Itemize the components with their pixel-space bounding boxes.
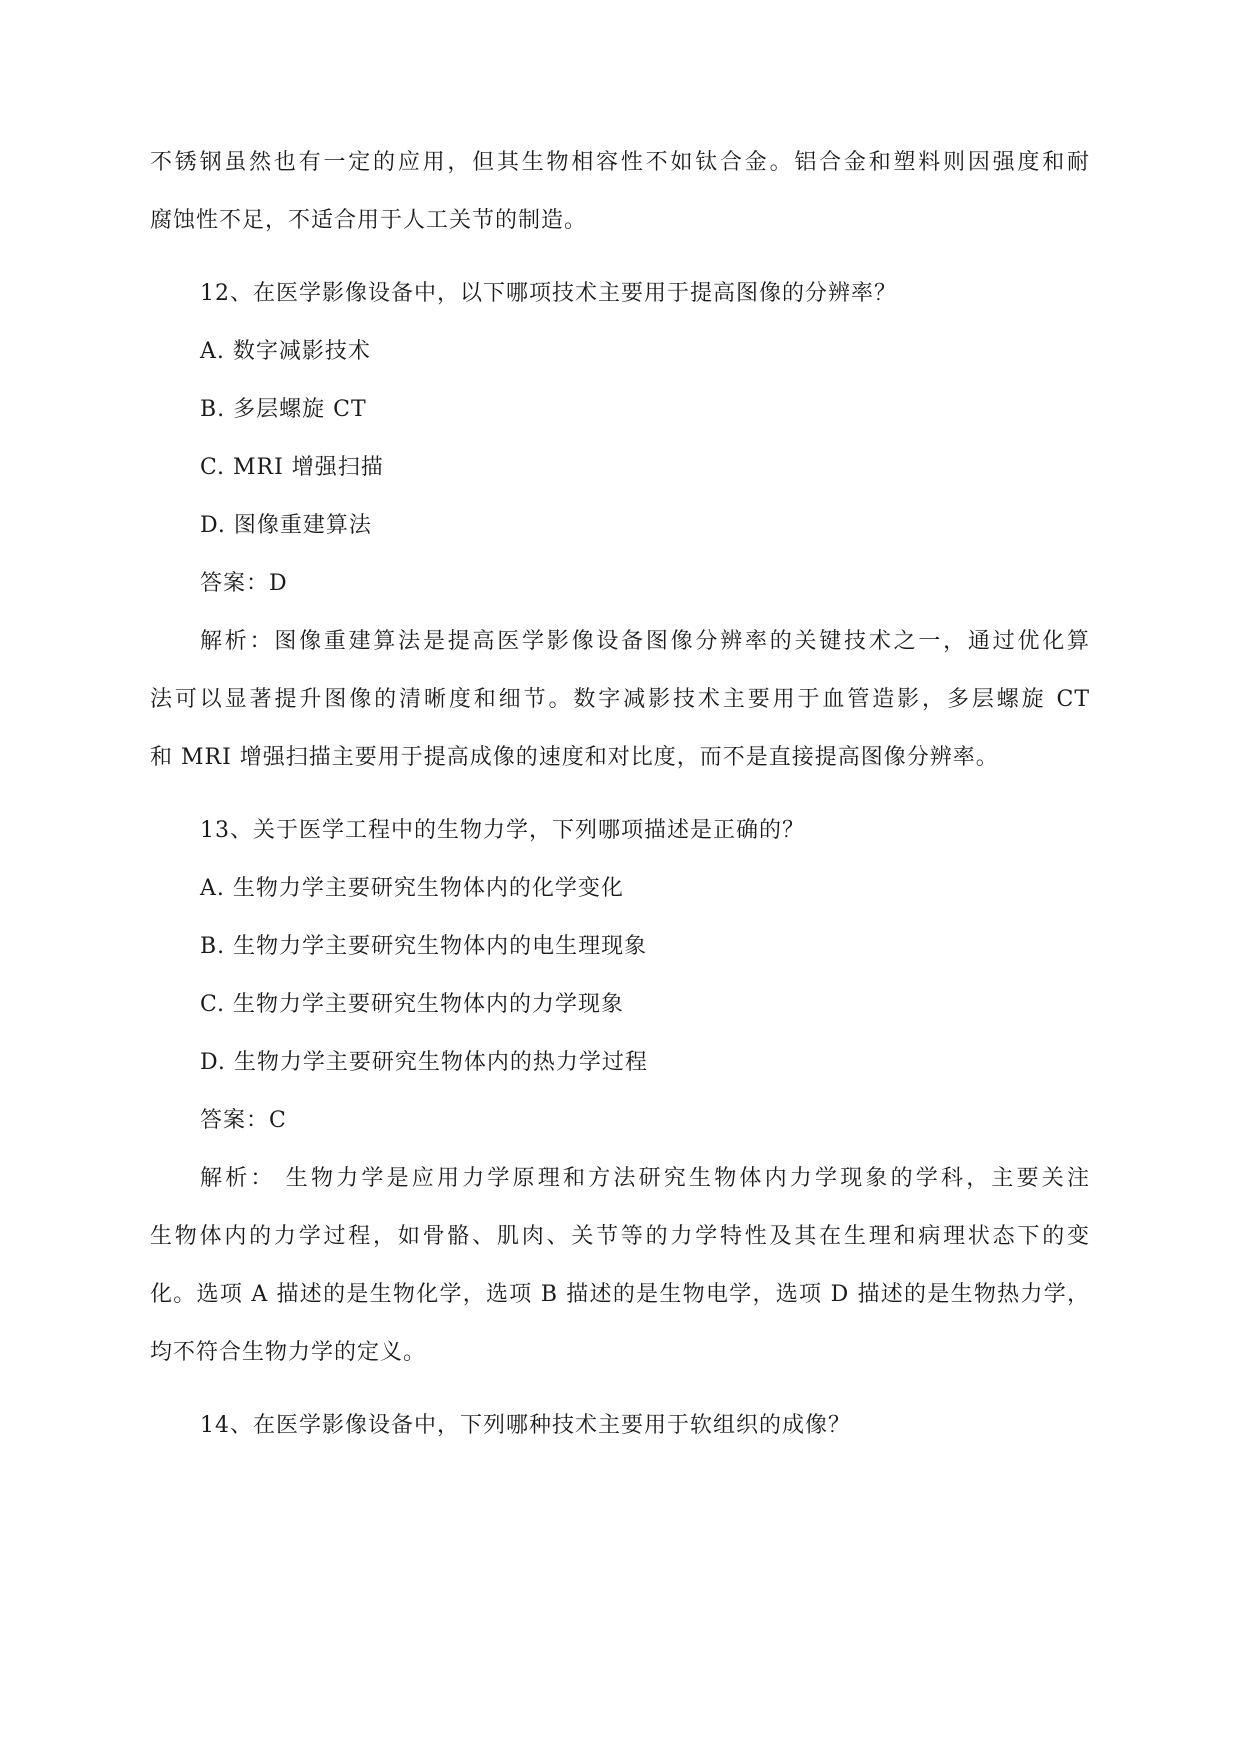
q12-option-d: D. 图像重建算法 [200, 513, 372, 538]
q12-analysis-line-1: 解析：图像重建算法是提高医学影像设备图像分辨率的关键技术之一，通过优化算 [200, 629, 1090, 654]
q13-option-d: D. 生物力学主要研究生物体内的热力学过程 [200, 1050, 648, 1075]
intro-line-1: 不锈钢虽然也有一定的应用，但其生物相容性不如钛合金。铝合金和塑料则因强度和耐 [150, 150, 1090, 175]
q12-option-b: B. 多层螺旋 CT [200, 397, 367, 422]
q13-analysis-line-3: 化。选项 A 描述的是生物化学，选项 B 描述的是生物电学，选项 D 描述的是生物热力学， [150, 1282, 1090, 1307]
intro-line-2: 腐蚀性不足，不适合用于人工关节的制造。 [150, 208, 588, 233]
q12-question: 12、在医学影像设备中，以下哪项技术主要用于提高图像的分辨率？ [200, 281, 897, 306]
q13-question: 13、关于医学工程中的生物力学，下列哪项描述是正确的？ [200, 818, 805, 843]
q12-analysis-line-3: 和 MRI 增强扫描主要用于提高成像的速度和对比度，而不是直接提高图像分辨率。 [150, 745, 999, 770]
q13-option-b: B. 生物力学主要研究生物体内的电生理现象 [200, 934, 648, 959]
q12-option-c: C. MRI 增强扫描 [200, 455, 384, 480]
q13-analysis-line-2: 生物体内的力学过程，如骨骼、肌肉、关节等的力学特性及其在生理和病理状态下的变 [150, 1224, 1090, 1249]
q12-option-a: A. 数字减影技术 [200, 339, 371, 364]
q13-analysis-line-1: 解析： 生物力学是应用力学原理和方法研究生物体内力学现象的学科，主要关注 [200, 1166, 1090, 1191]
q13-option-a: A. 生物力学主要研究生物体内的化学变化 [200, 876, 624, 901]
q13-answer: 答案：C [200, 1108, 287, 1133]
q12-answer: 答案：D [200, 571, 288, 596]
q13-option-c: C. 生物力学主要研究生物体内的力学现象 [200, 992, 625, 1017]
q14-question: 14、在医学影像设备中，下列哪种技术主要用于软组织的成像？ [200, 1413, 851, 1438]
q12-analysis-line-2: 法可以显著提升图像的清晰度和细节。数字减影技术主要用于血管造影，多层螺旋 CT [150, 687, 1090, 712]
q13-analysis-line-4: 均不符合生物力学的定义。 [150, 1340, 427, 1365]
